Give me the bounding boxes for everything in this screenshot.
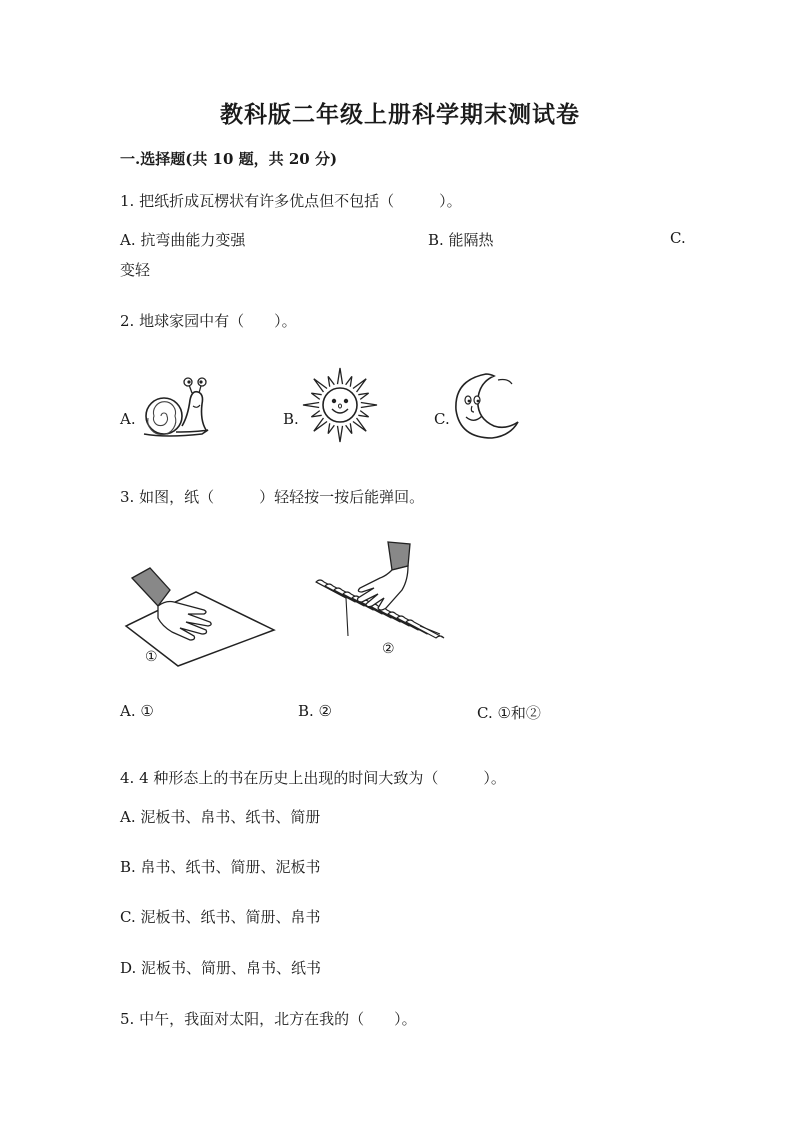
question-1-option-c-continued: 变轻 — [120, 261, 151, 279]
question-2-option-a[interactable]: A. — [120, 410, 136, 428]
figure-label-1: ① — [145, 649, 158, 665]
page-title: 教科版二年级上册科学期末测试卷 — [220, 101, 580, 128]
question-3-text: 3. 如图，纸（ ）轻轻按一按后能弹回。 — [120, 488, 425, 506]
figure-label-2: ② — [382, 641, 395, 657]
hand-on-flat-paper-icon — [118, 566, 278, 670]
section-heading: 一.选择题(共 10 题，共 20 分) — [120, 150, 338, 168]
question-1-option-c[interactable]: C. — [670, 229, 686, 247]
question-4-option-b[interactable]: B. 帛书、纸书、简册、泥板书 — [120, 858, 321, 876]
hand-on-corrugated-paper-icon — [308, 540, 448, 640]
question-2-text: 2. 地球家园中有（ ）。 — [120, 312, 297, 330]
question-4-option-d[interactable]: D. 泥板书、简册、帛书、纸书 — [120, 959, 322, 977]
question-4-text: 4. 4 种形态上的书在历史上出现的时间大致为（ ）。 — [120, 769, 506, 787]
snail-icon — [136, 376, 214, 442]
crescent-moon-icon — [446, 370, 524, 442]
question-4-option-a[interactable]: A. 泥板书、帛书、纸书、简册 — [120, 808, 321, 826]
sun-icon — [301, 366, 379, 444]
question-1-option-a[interactable]: A. 抗弯曲能力变强 — [120, 231, 246, 249]
question-3-option-a[interactable]: A. ① — [120, 702, 154, 720]
question-2-option-c[interactable]: C. — [434, 410, 450, 428]
question-1-option-b[interactable]: B. 能隔热 — [428, 231, 494, 249]
question-4-option-c[interactable]: C. 泥板书、纸书、简册、帛书 — [120, 908, 321, 926]
question-1-text: 1. 把纸折成瓦楞状有许多优点但不包括（ ）。 — [120, 192, 462, 210]
question-2-option-b[interactable]: B. — [283, 410, 299, 428]
question-3-option-b[interactable]: B. ② — [298, 702, 333, 720]
question-3-option-c[interactable]: C. ①和② — [477, 704, 541, 722]
question-5-text: 5. 中午，我面对太阳，北方在我的（ ）。 — [120, 1010, 417, 1028]
